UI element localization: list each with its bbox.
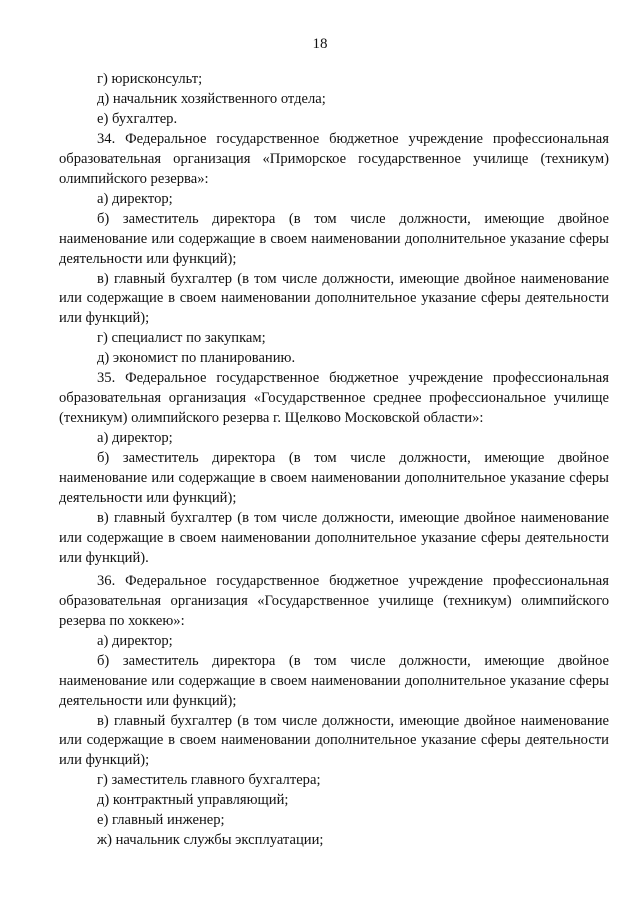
section-36-item-a: а) директор; (97, 632, 173, 649)
section-35-heading: 35. Федеральное государственное бюджетное учреждение профессиональная образовательная организация «Государственное среднее профессиональное училище (техникум) олимпийского резерва г. Щелково Московской области»: (59, 370, 609, 427)
section-34-item-v: в) главный бухгалтер (в том числе должности, имеющие двойное наименование или содержащие в своем наименовании дополнительное указание сферы деятельности или функций); (59, 270, 609, 327)
section-36-item-zh: ж) начальник службы эксплуатации; (97, 832, 324, 849)
list-item-d-head-of-maintenance: д) начальник хозяйственного отдела; (97, 90, 326, 107)
section-34-item-a: а) директор; (97, 190, 173, 207)
section-35-item-b: б) заместитель директора (в том числе должности, имеющие двойное наименование или содержащие в своем наименовании дополнительное указание сферы деятельности или функций); (59, 450, 609, 507)
list-item-g-legal-adviser: г) юрисконсульт; (97, 71, 203, 87)
section-34-item-d: д) экономист по планированию. (97, 350, 296, 367)
section-34-item-g: г) специалист по закупкам; (97, 330, 266, 347)
section-36-item-b: б) заместитель директора (в том числе должности, имеющие двойное наименование или содержащие в своем наименовании дополнительное указание сферы деятельности или функций); (59, 652, 609, 709)
document-body (59, 70, 609, 851)
page-number: 18 (312, 36, 328, 52)
section-35-item-a: а) директор; (97, 430, 173, 447)
section-36-item-e: е) главный инженер; (97, 812, 225, 829)
section-36-item-d: д) контрактный управляющий; (97, 792, 289, 809)
section-36-heading: 36. Федеральное государственное бюджетное учреждение профессиональная образовательная организация «Государственное училище (техникум) олимпийского резерва по хоккею»: (59, 572, 609, 629)
list-item-e-accountant: е) бухгалтер. (97, 110, 178, 127)
section-34-item-b: б) заместитель директора (в том числе должности, имеющие двойное наименование или содержащие в своем наименовании дополнительное указание сферы деятельности или функций); (59, 210, 609, 267)
section-36-item-v: в) главный бухгалтер (в том числе должности, имеющие двойное наименование или содержащие в своем наименовании дополнительное указание сферы деятельности или функций); (59, 712, 609, 769)
section-34-heading: 34. Федеральное государственное бюджетное учреждение профессиональная образовательная организация «Приморское государственное училище (техникум) олимпийского резерва»: (59, 130, 609, 187)
section-36-item-g: г) заместитель главного бухгалтера; (97, 772, 321, 789)
section-35-item-v: в) главный бухгалтер (в том числе должности, имеющие двойное наименование или содержащие в своем наименовании дополнительное указание сферы деятельности или функций). (59, 509, 609, 566)
